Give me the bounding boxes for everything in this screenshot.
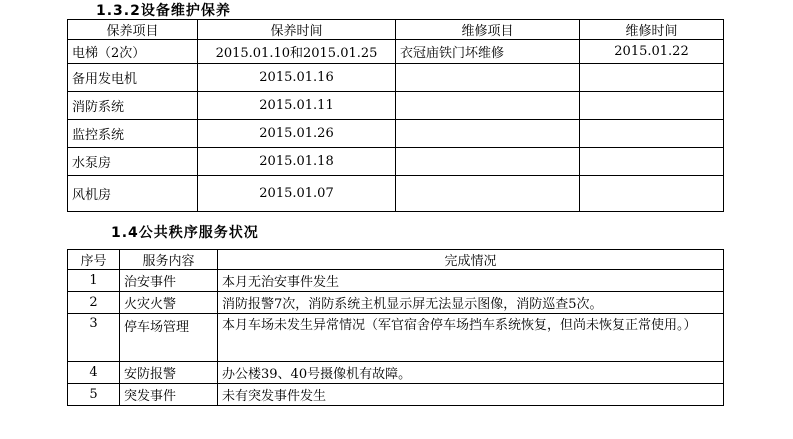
- completion-status: 本月无治安事件发生: [218, 270, 724, 292]
- header-maintenance-time: 保养时间: [198, 20, 396, 40]
- maintenance-item: 电梯（2次）: [68, 40, 198, 64]
- table-row: [68, 40, 724, 64]
- repair-time: [580, 92, 724, 120]
- repair-time: [580, 148, 724, 176]
- repair-item: [396, 176, 580, 212]
- service-content: 治安事件: [120, 270, 218, 292]
- service-content: 停车场管理: [120, 314, 218, 362]
- maintenance-time: 2015.01.18: [198, 148, 396, 176]
- table-row: [68, 384, 724, 406]
- repair-time: [580, 176, 724, 212]
- repair-item: [396, 64, 580, 92]
- row-number: 3: [68, 314, 120, 362]
- table-row: [68, 64, 724, 92]
- section-title-public-order: 1.4公共秩序服务状况: [111, 225, 259, 241]
- row-number: 4: [68, 362, 120, 384]
- header-number: 序号: [68, 250, 120, 270]
- maintenance-time: 2015.01.10和2015.01.25: [198, 40, 396, 64]
- table-row: [68, 362, 724, 384]
- repair-time: 2015.01.22: [580, 40, 724, 64]
- table-header-row: [68, 250, 724, 270]
- maintenance-time: 2015.01.11: [198, 92, 396, 120]
- completion-status: 消防报警7次，消防系统主机显示屏无法显示图像，消防巡查5次。: [218, 292, 724, 314]
- header-completion-status: 完成情况: [218, 250, 724, 270]
- completion-status: 办公楼39、40号摄像机有故障。: [218, 362, 724, 384]
- maintenance-item: 监控系统: [68, 120, 198, 148]
- table-row: [68, 314, 724, 362]
- repair-item: 衣冠庙铁门坏维修: [396, 40, 580, 64]
- table-row: [68, 176, 724, 212]
- public-order-table: [67, 249, 724, 406]
- header-repair-item: 维修项目: [396, 20, 580, 40]
- table-row: [68, 92, 724, 120]
- repair-time: [580, 120, 724, 148]
- repair-item: [396, 120, 580, 148]
- service-content: 突发事件: [120, 384, 218, 406]
- table-row: [68, 120, 724, 148]
- row-number: 1: [68, 270, 120, 292]
- maintenance-table: [67, 19, 724, 212]
- row-number: 2: [68, 292, 120, 314]
- maintenance-item: 备用发电机: [68, 64, 198, 92]
- completion-status: 本月车场未发生异常情况（军官宿舍停车场挡车系统恢复，但尚未恢复正常使用。）: [218, 314, 724, 362]
- maintenance-item: 风机房: [68, 176, 198, 212]
- completion-status: 未有突发事件发生: [218, 384, 724, 406]
- table-row: [68, 270, 724, 292]
- row-number: 5: [68, 384, 120, 406]
- header-maintenance-item: 保养项目: [68, 20, 198, 40]
- maintenance-time: 2015.01.16: [198, 64, 396, 92]
- table-header-row: [68, 20, 724, 40]
- table-row: [68, 292, 724, 314]
- table-row: [68, 148, 724, 176]
- section-title-equipment-maintenance: 1.3.2设备维护保养: [96, 3, 231, 19]
- maintenance-time: 2015.01.26: [198, 120, 396, 148]
- maintenance-item: 水泵房: [68, 148, 198, 176]
- repair-time: [580, 64, 724, 92]
- repair-item: [396, 148, 580, 176]
- service-content: 火灾火警: [120, 292, 218, 314]
- repair-item: [396, 92, 580, 120]
- header-service-content: 服务内容: [120, 250, 218, 270]
- maintenance-time: 2015.01.07: [198, 176, 396, 212]
- service-content: 安防报警: [120, 362, 218, 384]
- header-repair-time: 维修时间: [580, 20, 724, 40]
- maintenance-item: 消防系统: [68, 92, 198, 120]
